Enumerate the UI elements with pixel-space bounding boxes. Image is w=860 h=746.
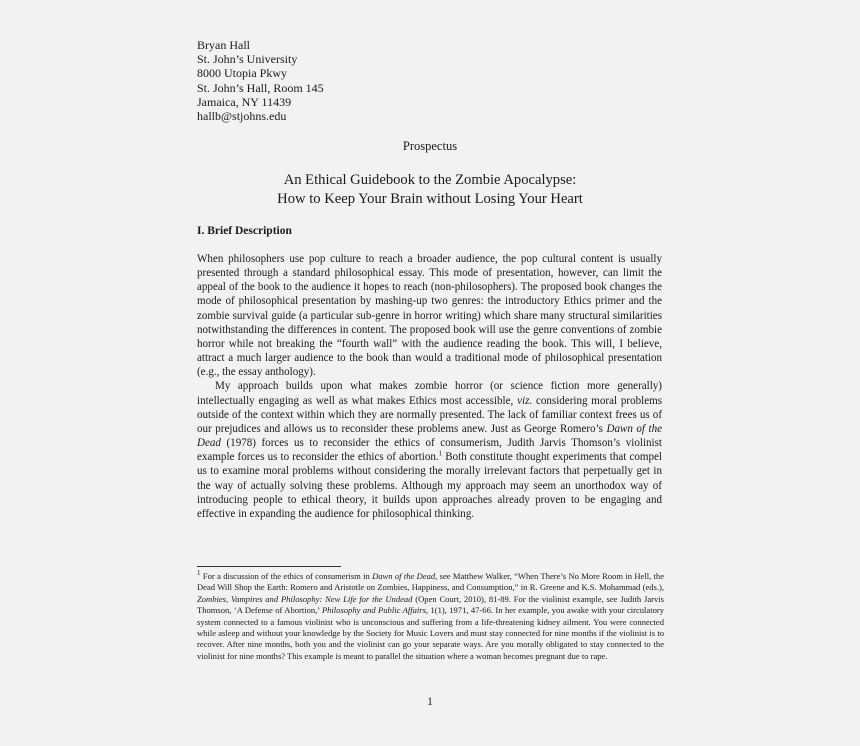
footnote-text-2: , see Matthew Walker, “When There’s No More Room in Hell, the Dead Will Shop the Earth: Romero and Aristotle on Zombies, Happiness, and Consumption,” in R. Greene and K.S. Mohammad (eds.),	[197, 571, 664, 593]
document-title	[0, 171, 860, 209]
paragraph-1: When philosophers use pop culture to reach a broader audience, the pop cultural content is usually presented through a standard philosophical essay. This mode of presentation, however, can limit the appeal of the book to the audience it hopes to reach (non-philosophers). The proposed book changes the mode of philosophical presentation by mashing-up two genres: the introductory Ethics primer and the zombie survival guide (a particular sub-genre in horror writing) which share many structural similarities notwithstanding the differences in content. The proposed book will use the genre conventions of zombie horror while not breaking the “fourth wall” with the audience reading the book. This will, I believe, attract a much larger audience to the book than would a traditional mode of philosophical presentation (e.g., the essay anthology).	[197, 253, 662, 379]
paragraph-2	[197, 379, 662, 521]
footnote-text-1: For a discussion of the ethics of consumerism in	[200, 571, 373, 581]
paragraph-2-text-3: (1978) forces us to reconsider the ethics of consumerism, Judith Jarvis Thomson’s violinist example forces us to reconsider the ethics of abortion.	[197, 437, 662, 464]
footnote-italic-2: Zombies, Vampires and Philosophy: New Life for the Undead	[197, 593, 413, 604]
footnote-text	[197, 571, 664, 662]
author-address-block	[197, 38, 324, 123]
author-street: 8000 Utopia Pkwy	[197, 66, 287, 81]
author-building: St. John’s Hall, Room 145	[197, 80, 324, 95]
footnote-italic-1: Dawn of the Dead	[372, 571, 436, 581]
title-line-2: How to Keep Your Brain without Losing Your Heart	[277, 191, 583, 207]
page-number: 1	[427, 696, 433, 708]
author-university: St. John’s University	[197, 52, 298, 67]
title-line-1: An Ethical Guidebook to the Zombie Apocalypse:	[283, 172, 577, 188]
footnote-marker: 1	[197, 569, 201, 578]
footnote-text-4: , 1(1), 1971, 47-66. In her example, you awake with your circulatory system connected to a famous violinist who is unconscious and suffering from a life-threatening kidney ailment. You were connected while asleep and without your knowledge by the Society for Music Lovers and must stay connected for nine months if the violinist is to recover. After nine months, both you and the violinist can go your separate ways. Are you morally obligated to stay connected to the violinist for nine months? This example is meant to parallel the situation where a woman becomes pregnant due to rape.	[197, 605, 664, 661]
document-label: Prospectus	[402, 139, 458, 153]
author-name: Bryan Hall	[197, 38, 250, 52]
footnote-divider	[197, 566, 341, 567]
paragraph-2-text-2: . considering moral problems outside of the context within which they are normally presented. The lack of familiar context frees us of our prejudices and allows us to reconsider these problems anew. Just as George Romero’s	[197, 394, 663, 435]
section-heading: I. Brief Description	[197, 225, 292, 237]
body-text	[197, 252, 662, 521]
paragraph-2-text-1: My approach builds upon what makes zombie horror (or science fiction more generally) intellectually engaging as well as what makes Ethics most accessible,	[197, 380, 662, 407]
author-city: Jamaica, NY 11439	[197, 94, 292, 109]
footnote	[197, 571, 664, 662]
paragraph-2-text-4: Both constitute thought experiments that compel us to examine moral problems without considering the morally irrelevant factors that perpetually get in the way of actually solving these problems. Although my approach may seem an unorthodox way of introducing people to ethical theory, it builds upon approaches already proven to be engaging and effective in expanding the audience for philosophical thinking.	[197, 451, 662, 520]
footnote-text-3: (Open Court, 2010), 81-89. For the violinist example, see Judith Jarvis Thomson, ‘A Defense of Abortion,’	[197, 593, 664, 616]
author-email: hallb@stjohns.edu	[197, 109, 287, 124]
paragraph-2-film-title: Dawn of the Dead	[197, 422, 662, 450]
paragraph-2-viz: viz	[517, 394, 530, 407]
footnote-reference: 1	[438, 449, 443, 458]
footnote-italic-3: Philosophy and Public Affairs	[321, 605, 426, 616]
